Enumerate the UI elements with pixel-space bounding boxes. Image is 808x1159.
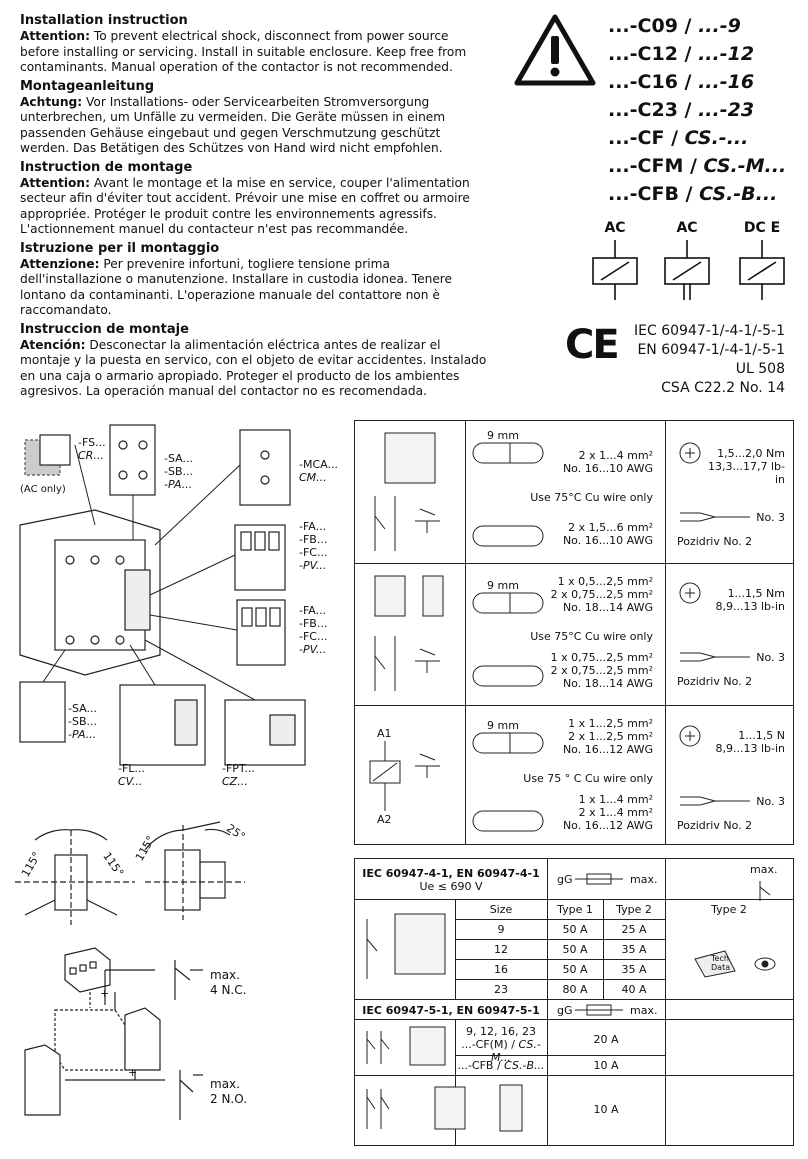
model-item: ...-CFB / CS.-B... bbox=[608, 183, 778, 205]
model-item: ...-C16 / ...-16 bbox=[608, 71, 755, 93]
col-size: Size bbox=[489, 903, 513, 916]
model-item: ...-C09 / ...-9 bbox=[608, 15, 741, 37]
section-text: Vor Installations- oder Servicearbeiten Stromversorgung unterbrechen, um Unfälle zu vermeiden. Die Geräte müssen in einem passenden Gehäuse eingebaut und gegen Verschmutzung geschützt werden. Das Betätigen des Schützes von Hand wird nicht empfohlen. bbox=[20, 94, 446, 155]
model-item: ...-CF / CS.-... bbox=[608, 127, 749, 149]
type2-cell: 25 A bbox=[621, 923, 647, 936]
torque-spec: 1...1,5 Nm 8,9...13 lb-in bbox=[715, 587, 785, 613]
standard-item: UL 508 bbox=[735, 361, 785, 377]
wire-spec: 1 x 1...2,5 mm² 2 x 1...2,5 mm² No. 16...12 AWG bbox=[562, 717, 653, 756]
fuse-table bbox=[354, 858, 794, 1146]
plus-sign: + bbox=[128, 1066, 138, 1079]
wire-spec: 1 x 1...4 mm² 2 x 1...4 mm² No. 16...12 AWG bbox=[562, 793, 653, 832]
screwdriver-size: No. 3 bbox=[756, 651, 785, 664]
section-de bbox=[20, 78, 490, 157]
section-en bbox=[20, 12, 490, 76]
section-body bbox=[20, 257, 490, 319]
size-cell: 9 bbox=[497, 923, 505, 936]
pozidriv-label: Pozidriv No. 2 bbox=[677, 675, 753, 688]
col-type2-breaker: Type 2 bbox=[711, 903, 747, 916]
standards-list bbox=[620, 322, 785, 398]
attention-label: Atención: bbox=[20, 337, 86, 352]
max-no-label: max. 2 N.O. bbox=[210, 1077, 248, 1106]
screwdriver-size: No. 3 bbox=[756, 511, 785, 524]
aux-fuse-value: 20 A bbox=[593, 1033, 619, 1046]
size-cell: 16 bbox=[494, 963, 508, 976]
wire-spec: 1 x 0,5...2,5 mm² 2 x 0,75...2,5 mm² No. 18...14 AWG bbox=[550, 575, 653, 614]
pozidriv-label: Pozidriv No. 2 bbox=[677, 819, 753, 832]
cu-wire-note: Use 75°C Cu wire only bbox=[530, 630, 653, 643]
attention-label: Achtung: bbox=[20, 94, 83, 109]
size-cell: 23 bbox=[494, 983, 508, 996]
section-title: Instruction de montage bbox=[20, 159, 193, 175]
section-title: Montageanleitung bbox=[20, 78, 155, 94]
fuse-gg-label: gG bbox=[557, 873, 573, 886]
standard-item: CSA C22.2 No. 14 bbox=[661, 380, 785, 396]
aux-stacking-diagram bbox=[15, 940, 345, 1140]
fa-label-1: -FA... -FB... -FC... -PV... bbox=[299, 520, 328, 572]
col-type1: Type 1 bbox=[557, 903, 593, 916]
ac-only-label: (AC only) bbox=[20, 484, 66, 495]
plus-sign: + bbox=[100, 987, 110, 1000]
attention-label: Attention: bbox=[20, 175, 90, 190]
size-cell: 12 bbox=[494, 943, 508, 956]
section-text: Avant le montage et la mise en service, couper l'alimentation secteur afin d'éviter tout accident. Prévoir une mise en coffret ou armoire appropriée. Protéger le produit contre les environnements agressifs. L'actionnement manuel du contacteur n'est pas recommandée. bbox=[20, 175, 470, 236]
standard-item: IEC 60947-1/-4-1/-5-1 bbox=[634, 323, 785, 339]
angle-label: 115° bbox=[132, 833, 158, 864]
tech-data-icon: Tech Data bbox=[711, 954, 731, 972]
fa-label-2: -FA... -FB... -FC... -PV... bbox=[299, 604, 328, 656]
type1-cell: 50 A bbox=[562, 963, 588, 976]
type2-cell: 40 A bbox=[621, 983, 647, 996]
cu-wire-note: Use 75°C Cu wire only bbox=[530, 491, 653, 504]
mca-label: -MCA... CM... bbox=[299, 458, 338, 484]
section-title: Istruzione per il montaggio bbox=[20, 240, 220, 256]
model-list bbox=[608, 12, 808, 208]
instructions bbox=[20, 12, 490, 402]
fuse-max-label: max. bbox=[630, 1004, 658, 1017]
fuse-header-std: IEC 60947-4-1, EN 60947-4-1 Ue ≤ 690 V bbox=[362, 867, 540, 893]
angle-label: 115° bbox=[18, 849, 44, 880]
pozidriv-label: Pozidriv No. 2 bbox=[677, 535, 753, 548]
angle-label: 25° bbox=[224, 821, 248, 844]
coil-symbols bbox=[585, 240, 795, 302]
model-item: ...-C23 / ...-23 bbox=[608, 99, 755, 121]
section-body bbox=[20, 338, 490, 400]
type1-cell: 50 A bbox=[562, 923, 588, 936]
type2-cell: 35 A bbox=[621, 943, 647, 956]
section-body bbox=[20, 176, 490, 238]
fpt-label: -FPT... CZ... bbox=[222, 762, 255, 788]
section-title: Instruccion de montaje bbox=[20, 321, 189, 337]
strip-length: 9 mm bbox=[487, 579, 519, 592]
fuse-header-aux: IEC 60947-5-1, EN 60947-5-1 bbox=[362, 1004, 540, 1017]
ce-mark: CE bbox=[565, 322, 618, 368]
terminal-a2: A2 bbox=[377, 813, 392, 826]
col-type2: Type 2 bbox=[616, 903, 652, 916]
max-nc-label: max. 4 N.C. bbox=[210, 968, 247, 997]
wiring-table bbox=[354, 420, 794, 845]
section-text: Desconectar la alimentación eléctrica antes de realizar el montaje y la puesta en servico, con el objeto de evitar accidentes. Instalado en una caja o armario apropiado. Proteger el producto de los ambientes agresivos. La operación manual del contactor no es recomendada. bbox=[20, 337, 487, 398]
aux-sizes: 9, 12, 16, 23 ...-CF(M) / CS.-M... bbox=[461, 1025, 541, 1064]
sa-bottom-label: -SA... -SB... -PA... bbox=[68, 702, 97, 741]
angle-label: 115° bbox=[100, 849, 127, 880]
type2-cell: 35 A bbox=[621, 963, 647, 976]
mounting-angle-diagram bbox=[15, 820, 345, 930]
fl-label: -FL... CV... bbox=[118, 762, 145, 788]
attention-label: Attention: bbox=[20, 29, 90, 43]
type1-cell: 80 A bbox=[562, 983, 588, 996]
section-es bbox=[20, 321, 490, 400]
section-fr bbox=[20, 159, 490, 238]
aux-fuse-value: 10 A bbox=[593, 1103, 619, 1116]
cu-wire-note: Use 75 ° C Cu wire only bbox=[523, 772, 653, 785]
section-text: To prevent electrical shock, disconnect from power source before installing or servicing. Install in suitable enclosure. Keep free from contaminants. Manual operation of the contactor is not recommended. bbox=[20, 29, 467, 74]
coil-label-ac: AC bbox=[604, 220, 626, 236]
torque-spec: 1...1,5 N 8,9...13 lb-in bbox=[715, 729, 785, 755]
fs-label: -FS... CR... bbox=[78, 436, 106, 462]
strip-length: 9 mm bbox=[487, 719, 519, 732]
aux-cfb: ...-CFB / CS.-B... bbox=[457, 1059, 545, 1072]
section-text: Per prevenire infortuni, togliere tensione prima dell'installazione o manutenzione. Installare in custodia idonea. Tenere lontano da contaminanti. L'operazione manuale del contattore non è raccomandato. bbox=[20, 256, 453, 317]
aux-fuse-value: 10 A bbox=[593, 1059, 619, 1072]
section-body bbox=[20, 29, 490, 76]
torque-spec: 1,5...2,0 Nm 13,3...17,7 lb-in bbox=[708, 447, 785, 486]
section-it bbox=[20, 240, 490, 319]
model-item: ...-C12 / ...-12 bbox=[608, 43, 755, 65]
screwdriver-size: No. 3 bbox=[756, 795, 785, 808]
coil-label-ac: AC bbox=[676, 220, 698, 236]
strip-length: 9 mm bbox=[487, 429, 519, 442]
model-item: ...-CFM / CS.-M... bbox=[608, 155, 787, 177]
fuse-max-label: max. bbox=[630, 873, 658, 886]
section-body bbox=[20, 95, 490, 157]
fuse-gg-label: gG bbox=[557, 1004, 573, 1017]
terminal-a1: A1 bbox=[377, 727, 392, 740]
wire-spec: 1 x 0,75...2,5 mm² 2 x 0,75...2,5 mm² No. 18...14 AWG bbox=[550, 651, 653, 690]
type1-cell: 50 A bbox=[562, 943, 588, 956]
coil-label-dc: DC E bbox=[743, 220, 781, 236]
standard-item: EN 60947-1/-4-1/-5-1 bbox=[637, 342, 785, 358]
attention-label: Attenzione: bbox=[20, 256, 100, 271]
wire-spec: 2 x 1,5...6 mm² No. 16...10 AWG bbox=[562, 521, 653, 547]
sa-top-label: -SA... -SB... -PA... bbox=[164, 452, 193, 491]
section-title: Installation instruction bbox=[20, 13, 188, 28]
wire-spec: 2 x 1...4 mm² No. 16...10 AWG bbox=[562, 449, 653, 475]
breaker-max-label: max. bbox=[750, 863, 778, 876]
warning-triangle-icon bbox=[514, 14, 596, 86]
